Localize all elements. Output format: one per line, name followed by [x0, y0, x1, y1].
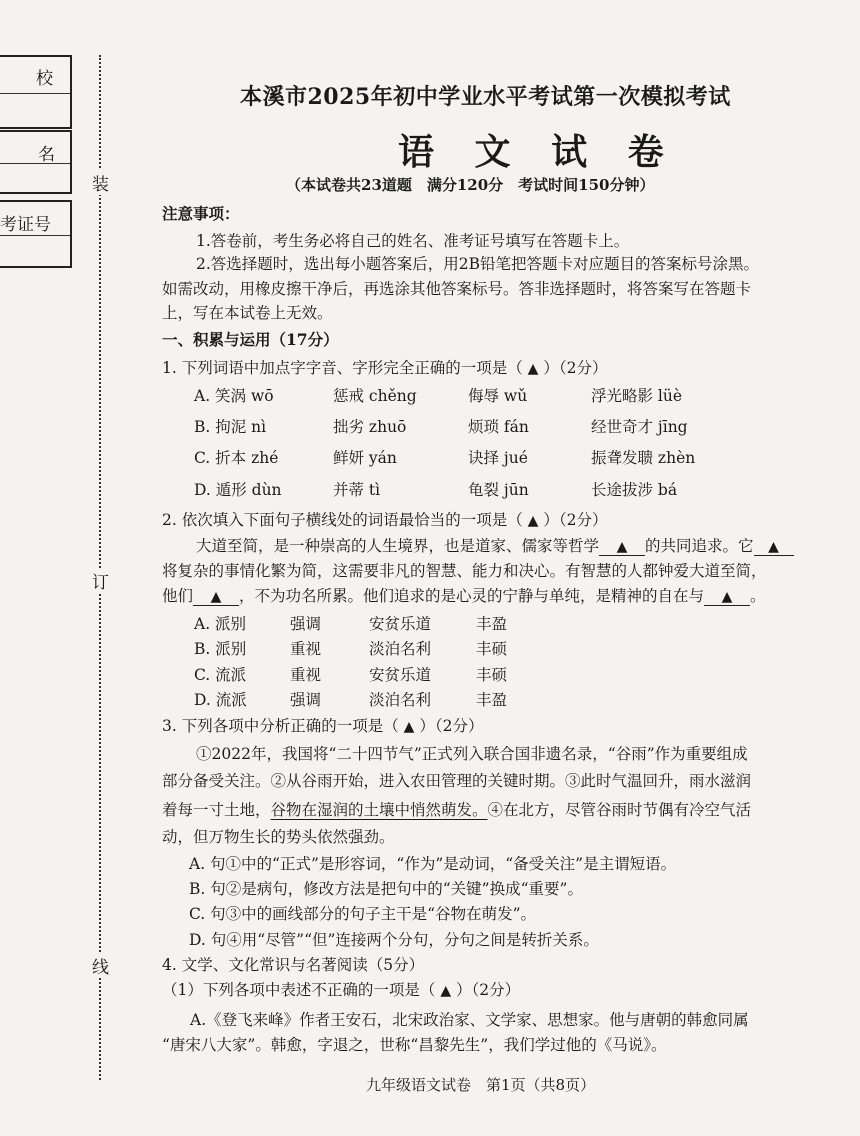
q2-option-d-4: 丰盈 — [476, 691, 508, 709]
q4-heading: 4. 文学、文化常识与名著阅读（5分） — [162, 956, 425, 974]
q1-option-b-4: 经世奇才 jīng — [591, 418, 688, 436]
q2-option-c-3: 安贫乐道 — [369, 666, 432, 684]
q3-option-a: A. 句①中的“正式”是形容词，“作为”是动词，“备受关注”是主谓短语。 — [189, 855, 677, 873]
q1-option-b-2: 拙劣 zhuō — [333, 418, 407, 436]
q3-passage-line-3 — [162, 798, 751, 820]
answer-marker-icon: ▲ — [403, 719, 415, 735]
q4-option-a-line-1: A.《登飞来峰》作者王安石，北宋政治家、文学家、思想家。他与唐朝的韩愈同属 — [190, 1011, 749, 1029]
school-label: 校 — [36, 69, 53, 89]
q2-option-a-3: 安贫乐道 — [369, 615, 432, 633]
fill-blank — [193, 589, 239, 606]
fill-blank — [704, 589, 750, 606]
q3-passage-line-4: 动，但万物生长的势头依然强劲。 — [162, 828, 395, 846]
q1-stem-score: ）（2分） — [543, 359, 608, 377]
q1-option-d-1: D. 遁形 dùn — [194, 481, 282, 499]
q3-p3-text-a: 着每一寸土地， — [162, 801, 271, 819]
q2-stem — [162, 508, 608, 530]
answer-marker-icon: ▲ — [440, 983, 452, 999]
q2-option-b-1: B. 派别 — [194, 640, 247, 658]
q2-p3-text-a: 他们 — [162, 587, 194, 605]
q1-option-d-2: 并蒂 tì — [333, 481, 381, 499]
q3-option-b: B. 句②是病句，修改方法是把句中的“关键”换成“重要”。 — [189, 880, 583, 898]
fill-blank — [599, 539, 645, 556]
q3-option-d: D. 句④用“尽管”“但”连接两个分句，分句之间是转折关系。 — [189, 931, 599, 949]
q2-passage-line-2: 将复杂的事情化繁为简，这需要非凡的智慧、能力和决心。有智慧的人都钟爱大道至简， — [162, 562, 767, 580]
q2-option-d-3: 淡泊名利 — [369, 691, 432, 709]
q3-p3-text-c: ④在北方，尽管谷雨时节偶有冷空气活 — [487, 801, 752, 819]
q3-passage-line-2: 部分备受关注。②从谷雨开始，进入农田管理的关键时期。③此时气温回升，雨水滋润 — [162, 772, 752, 790]
answer-marker-icon: ▲ — [721, 589, 733, 605]
q2-option-a-2: 强调 — [290, 615, 322, 633]
q1-option-c-1: C. 折本 zhé — [194, 449, 279, 467]
q2-option-d-1: D. 流派 — [194, 691, 247, 709]
exam-title: 本溪市2025年初中学业水平考试第一次模拟考试 — [240, 84, 731, 110]
q1-option-a-2: 惩戒 chěng — [333, 387, 417, 405]
q1-option-a-3: 侮辱 wǔ — [468, 387, 528, 405]
q2-passage-line-1 — [196, 534, 794, 556]
q4-sub1-text: （1）下列各项中表述不正确的一项是（ — [162, 981, 436, 999]
page-footer: 九年级语文试卷 第1页（共8页） — [366, 1076, 596, 1094]
q3-option-c: C. 句③中的画线部分的句子主干是“谷物在萌发”。 — [189, 905, 537, 923]
name-label: 名 — [38, 145, 55, 165]
q2-option-c-2: 重视 — [290, 666, 322, 684]
q1-option-d-4: 长途拔涉 bá — [591, 481, 678, 499]
q1-option-c-4: 振聋发聩 zhèn — [591, 449, 696, 467]
exam-id-label: 考证号 — [0, 215, 51, 235]
q3-underlined-sentence: 谷物在湿润的土壤中悄然萌发。 — [270, 801, 488, 819]
q2-option-c-1: C. 流派 — [194, 666, 247, 684]
q2-p1-text-b: 的共同追求。它 — [645, 537, 754, 555]
name-box — [0, 130, 72, 194]
answer-marker-icon: ▲ — [527, 361, 539, 377]
subject-title: 语 文 试 卷 — [398, 131, 678, 173]
binding-char-xian: 线 — [92, 953, 109, 978]
q2-option-b-2: 重视 — [290, 640, 322, 658]
answer-marker-icon: ▲ — [768, 539, 779, 555]
answer-marker-icon: ▲ — [527, 513, 539, 529]
q4-sub1-stem — [162, 978, 520, 1000]
q4-sub1-score: ）（2分） — [456, 981, 521, 999]
notice-line-1: 1.答卷前，考生务必将自己的姓名、准考证号填写在答题卡上。 — [196, 232, 630, 250]
q2-option-a-1: A. 派别 — [194, 615, 247, 633]
q3-stem — [162, 714, 484, 736]
q1-option-b-3: 烦琐 fán — [468, 418, 529, 436]
q1-option-b-1: B. 拘泥 nì — [194, 418, 267, 436]
answer-marker-icon: ▲ — [616, 539, 628, 555]
answer-marker-icon: ▲ — [210, 589, 222, 605]
notice-line-2a: 2.答选择题时，选出每小题答案后，用2B铅笔把答题卡对应题目的答案标号涂黑。 — [196, 255, 760, 273]
notice-heading: 注意事项： — [162, 204, 240, 223]
q1-stem-text: 1. 下列词语中加点字字音、字形完全正确的一项是（ — [162, 359, 523, 377]
binding-char-zhuang: 装 — [92, 170, 109, 195]
section-1-heading: 一、积累与运用（17分） — [162, 330, 339, 349]
notice-line-2c: 上，写在本试卷上无效。 — [162, 304, 333, 322]
q2-passage-line-3 — [162, 584, 766, 606]
fill-blank — [754, 539, 794, 556]
q3-stem-score: ）（2分） — [419, 717, 484, 735]
exam-info: （本试卷共23道题 满分120分 考试时间150分钟） — [286, 176, 655, 194]
q2-stem-text: 2. 依次填入下面句子横线处的词语最恰当的一项是（ — [162, 511, 523, 529]
q2-p3-text-b: ，不为功名所累。他们追求的是心灵的宁静与单纯，是精神的自在与 — [239, 587, 705, 605]
q1-option-a-1: A. 笑涡 wō — [194, 387, 274, 405]
q2-option-c-4: 丰硕 — [476, 666, 508, 684]
q2-option-b-3: 淡泊名利 — [369, 640, 432, 658]
q1-option-d-3: 龟裂 jūn — [468, 481, 529, 499]
q1-stem — [162, 356, 608, 378]
q2-option-a-4: 丰盈 — [476, 615, 508, 633]
q3-passage-line-1: ①2022年，我国将“二十四节气”正式列入联合国非遗名录，“谷雨”作为重要组成 — [196, 745, 748, 763]
q1-option-c-3: 诀择 jué — [468, 449, 528, 467]
q2-option-b-4: 丰硕 — [476, 640, 508, 658]
q2-option-d-2: 强调 — [290, 691, 322, 709]
q1-option-c-2: 鲜妍 yán — [333, 449, 397, 467]
q3-stem-text: 3. 下列各项中分析正确的一项是（ — [162, 717, 399, 735]
q2-stem-score: ）（2分） — [543, 511, 608, 529]
binding-char-ding: 订 — [92, 568, 109, 593]
notice-line-2b: 如需改动，用橡皮擦干净后，再选涂其他答案标号。答非选择题时，将答案写在答题卡 — [162, 280, 752, 298]
q1-option-a-4: 浮光略影 lüè — [591, 387, 683, 405]
q2-p1-text-a: 大道至简，是一种崇高的人生境界，也是道家、儒家等哲学 — [196, 537, 600, 555]
q4-option-a-line-2: “唐宋八大家”。韩愈，字退之，世称“昌黎先生”，我们学过他的《马说》。 — [162, 1036, 667, 1054]
q2-p3-text-c: 。 — [750, 587, 766, 605]
